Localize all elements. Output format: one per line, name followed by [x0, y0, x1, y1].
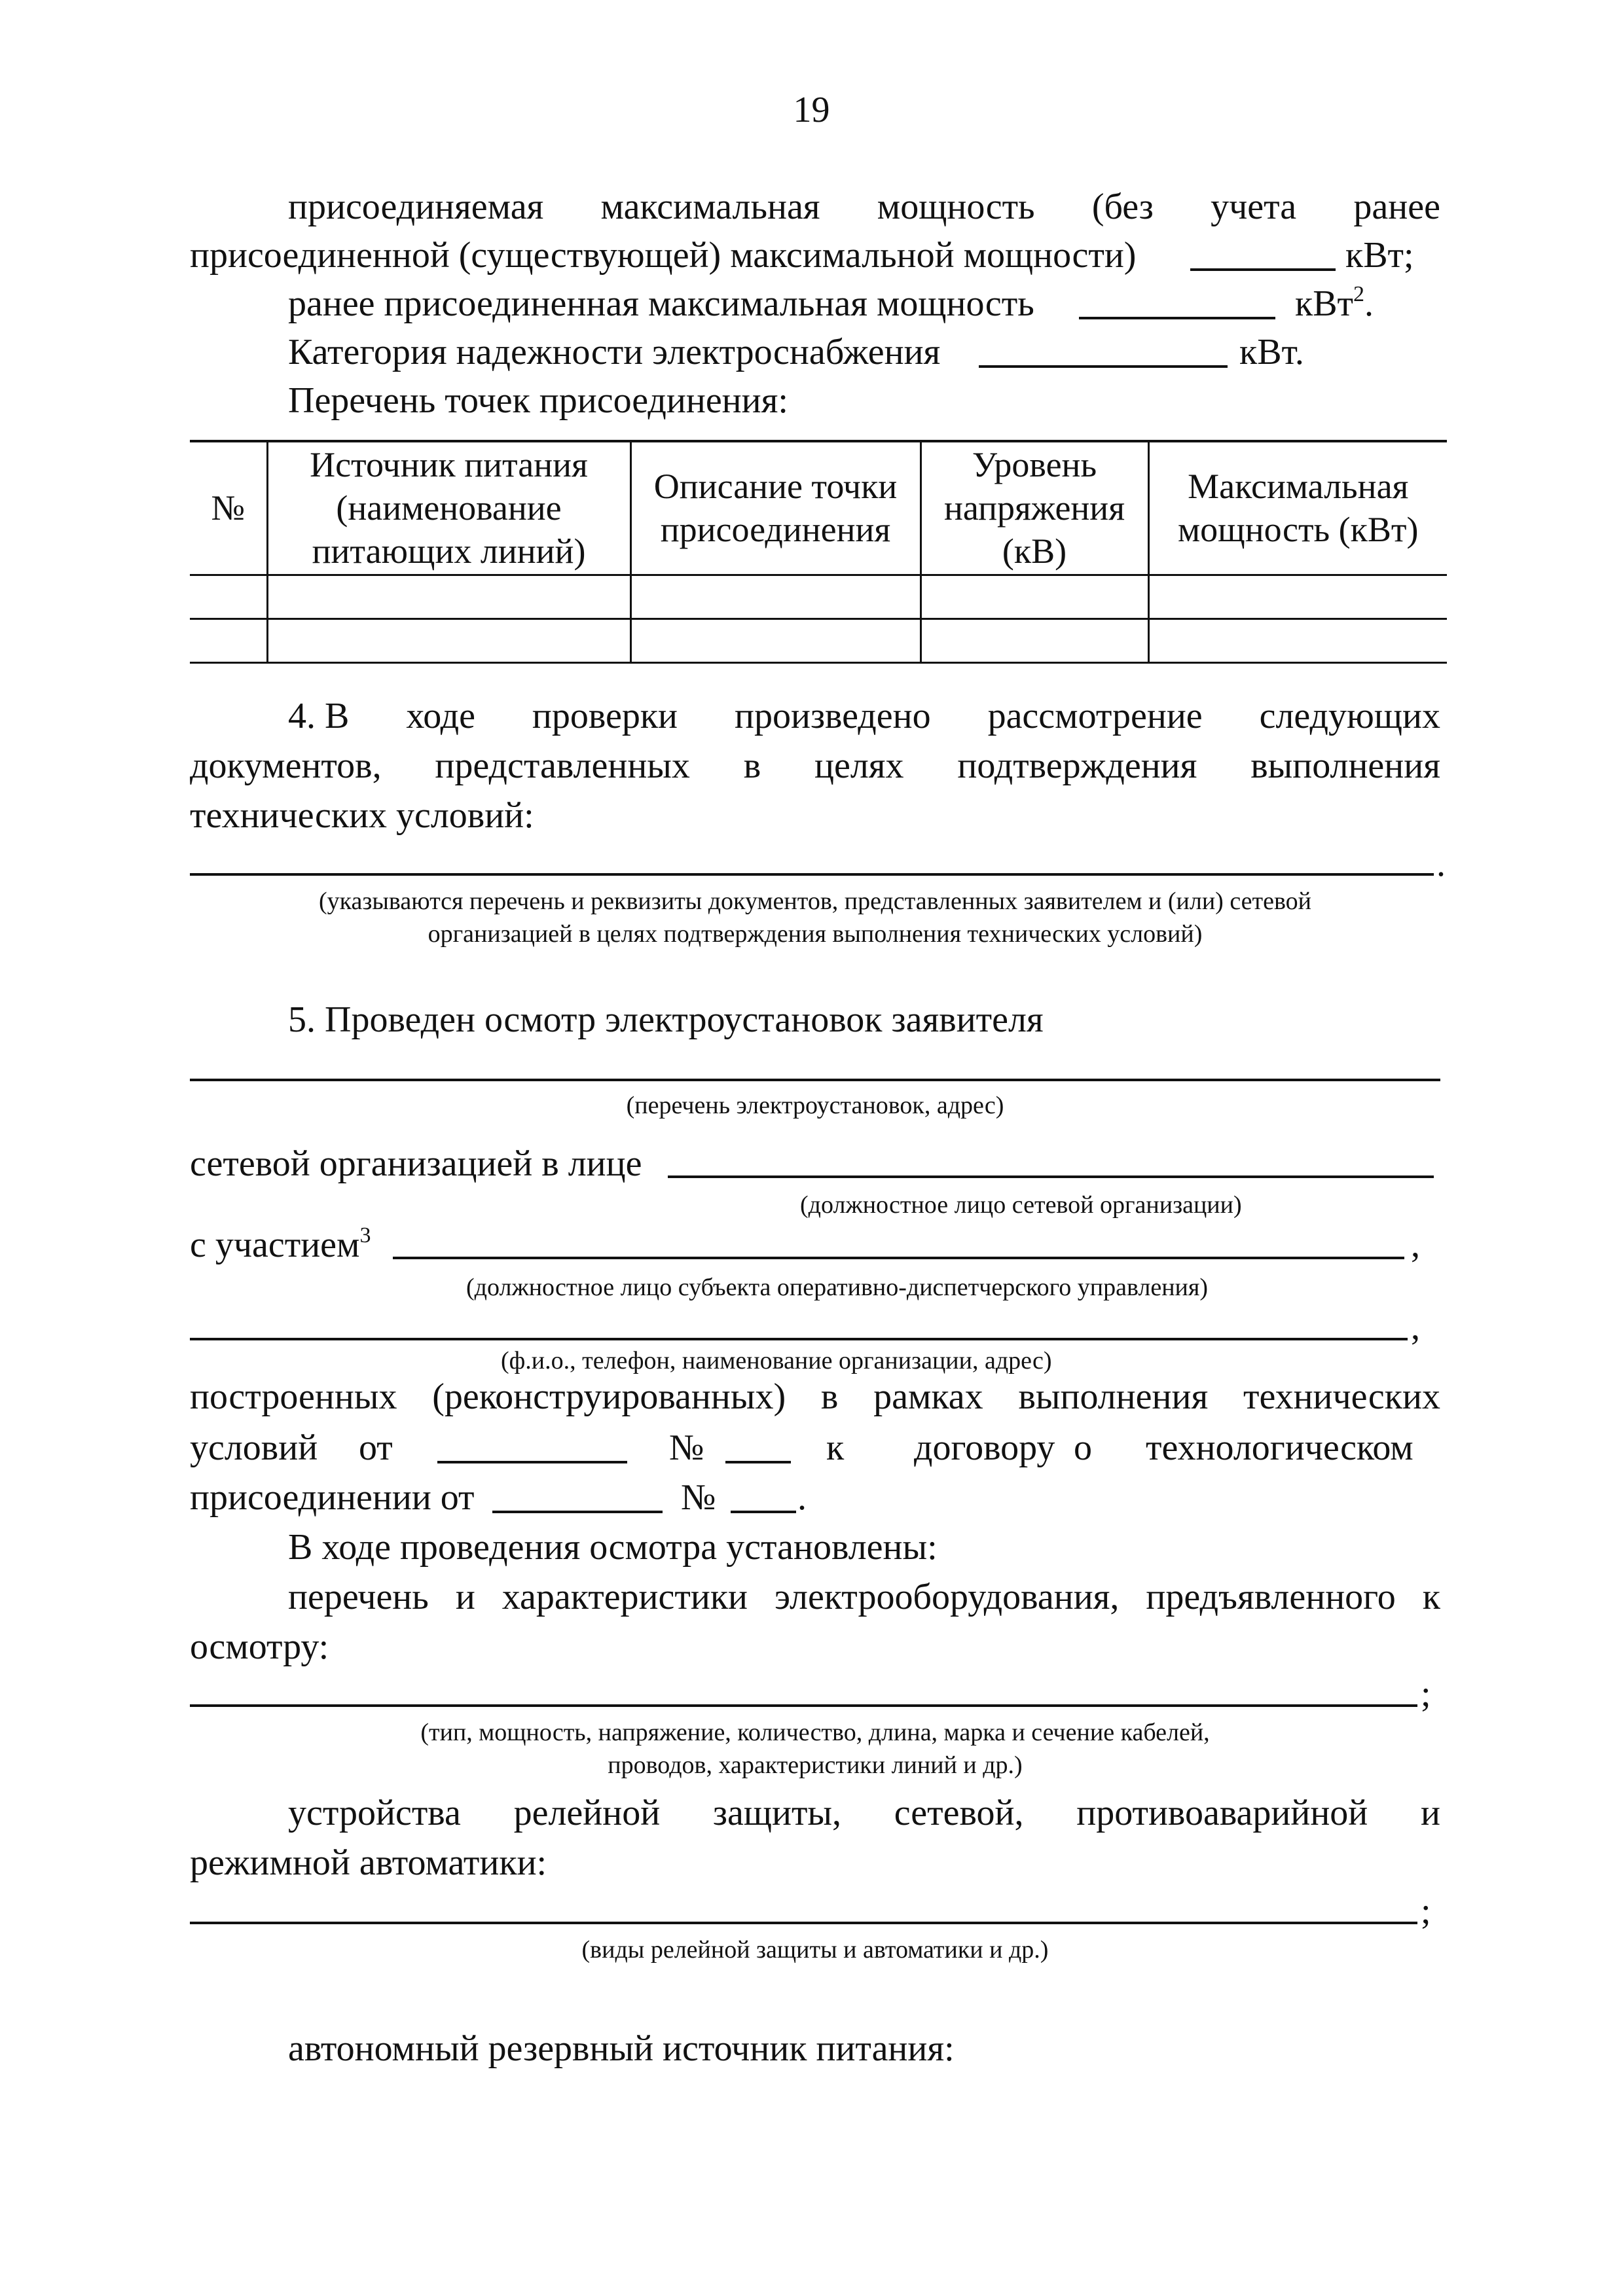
- relay-semicolon: ;: [1421, 1891, 1431, 1931]
- footnote-ref: 2: [1353, 282, 1365, 306]
- capacity-line-2-text: присоединенной (существующей) максимальной мощности): [190, 235, 1137, 276]
- built-l2-number-sign: №: [669, 1427, 704, 1468]
- word: максимальная: [600, 187, 820, 227]
- reliability-category-unit: кВт.: [1239, 332, 1304, 372]
- word: построенных: [190, 1376, 397, 1417]
- built-l3-end: .: [797, 1477, 807, 1518]
- word: документов,: [190, 745, 382, 786]
- relay-blank[interactable]: [190, 1922, 1417, 1924]
- table-cell[interactable]: [190, 619, 267, 662]
- word: 4. В: [288, 696, 350, 736]
- connection-points-table: [190, 440, 1447, 664]
- header-max-power: Максимальная мощность (кВт): [1148, 441, 1447, 575]
- word: к: [1422, 1577, 1440, 1617]
- documents-note-line-2: организацией в целях подтверждения выполнения технических условий): [428, 920, 1203, 948]
- word: и: [455, 1577, 475, 1617]
- contacts-note: (ф.и.о., телефон, наименование организации, адрес): [501, 1347, 1052, 1374]
- equipment-note-line-1: (тип, мощность, напряжение, количество, длина, марка и сечение кабелей,: [420, 1719, 1210, 1746]
- built-line-1: [190, 1378, 1440, 1415]
- equipment-line-1: [288, 1579, 1440, 1615]
- word: в: [820, 1376, 839, 1417]
- documents-note-line-1: (указываются перечень и реквизиты документов, представленных заявителем и (или) сетевой: [318, 888, 1312, 915]
- word: присоединяемая: [288, 187, 544, 227]
- connection-points-title: Перечень точек присоединения:: [288, 380, 788, 421]
- installations-note: (перечень электроустановок, адрес): [626, 1092, 1004, 1119]
- word: устройства: [288, 1793, 461, 1833]
- word: выполнения: [1250, 745, 1440, 786]
- word: в: [743, 745, 761, 786]
- reliability-category-label: Категория надежности электроснабжения: [288, 332, 941, 372]
- built-l2-contract: договору: [914, 1427, 1055, 1468]
- participation-label: [190, 1223, 371, 1265]
- capacity-line-2-unit: кВт;: [1345, 235, 1414, 276]
- built-l2-technological: технологическом: [1146, 1427, 1413, 1468]
- built-l2-to: к: [826, 1427, 845, 1468]
- backup-source-label: автономный резервный источник питания:: [288, 2028, 955, 2069]
- word: технических: [1243, 1376, 1440, 1417]
- tu-date-blank[interactable]: [437, 1461, 627, 1463]
- table-row: [190, 575, 1447, 619]
- contract-number-blank[interactable]: [731, 1511, 796, 1513]
- word: произведено: [735, 696, 931, 736]
- word: перечень: [288, 1577, 429, 1617]
- equipment-note-line-2: проводов, характеристики линий и др.): [608, 1751, 1023, 1779]
- section4-line-1: [288, 698, 1440, 734]
- inspection-found-label: В ходе проведения осмотра установлены:: [288, 1527, 938, 1568]
- word: рассмотрение: [987, 696, 1203, 736]
- word: (реконструированных): [432, 1376, 786, 1417]
- table-cell[interactable]: [630, 575, 921, 619]
- word: релейной: [513, 1793, 661, 1833]
- word: ранее: [1353, 187, 1440, 227]
- dispatch-person-blank[interactable]: [393, 1257, 1404, 1259]
- word: целях: [814, 745, 904, 786]
- table-cell[interactable]: [921, 619, 1148, 662]
- word: ходе: [406, 696, 475, 736]
- installations-blank[interactable]: [190, 1079, 1440, 1081]
- word: предъявленного: [1146, 1577, 1396, 1617]
- network-person-blank[interactable]: [668, 1175, 1434, 1178]
- word: (без: [1091, 187, 1154, 227]
- section5-title: 5. Проведен осмотр электроустановок заявителя: [288, 999, 1044, 1040]
- previous-capacity-blank[interactable]: [1079, 317, 1275, 319]
- previous-capacity-unit: [1295, 282, 1374, 324]
- word: электрооборудования,: [775, 1577, 1120, 1617]
- equipment-line-2: осмотру:: [190, 1626, 329, 1667]
- word: сетевой,: [894, 1793, 1024, 1833]
- word: противоаварийной: [1076, 1793, 1368, 1833]
- section4-line-3: технических условий:: [190, 795, 534, 836]
- section4-line-2: [190, 747, 1440, 784]
- network-org-label: сетевой организацией в лице: [190, 1143, 642, 1184]
- word: рамках: [873, 1376, 983, 1417]
- word: проверки: [532, 696, 678, 736]
- table-header-row: [190, 441, 1447, 575]
- table-cell[interactable]: [630, 619, 921, 662]
- dispatch-person-note: (должностное лицо субъекта оперативно-диспетчерского управления): [466, 1274, 1209, 1301]
- tu-number-blank[interactable]: [725, 1461, 791, 1463]
- header-voltage-level: Уровень напряжения (кВ): [921, 441, 1148, 575]
- word: представленных: [435, 745, 690, 786]
- word: мощность: [877, 187, 1035, 227]
- equipment-blank[interactable]: [190, 1704, 1417, 1707]
- header-power-source: Источник питания (наименование питающих линий): [267, 441, 630, 575]
- documents-blank[interactable]: [190, 873, 1434, 876]
- word: и: [1420, 1793, 1440, 1833]
- table-cell[interactable]: [267, 575, 630, 619]
- contacts-blank[interactable]: [190, 1338, 1408, 1340]
- header-number: №: [190, 441, 267, 575]
- relay-line-2: режимной автоматики:: [190, 1842, 547, 1883]
- period: .: [1364, 283, 1374, 324]
- relay-note: (виды релейной защиты и автоматики и др.): [581, 1936, 1049, 1964]
- contacts-comma: ,: [1411, 1307, 1420, 1348]
- word: выполнения: [1018, 1376, 1209, 1417]
- header-point-description: Описание точки присоединения: [630, 441, 921, 575]
- word: защиты,: [712, 1793, 842, 1833]
- word: учета: [1211, 187, 1297, 227]
- table-cell[interactable]: [267, 619, 630, 662]
- network-person-note: (должностное лицо сетевой организации): [800, 1191, 1242, 1219]
- built-l2-about: о: [1074, 1427, 1092, 1468]
- built-l3-number-sign: №: [681, 1477, 716, 1518]
- previous-capacity-label: ранее присоединенная максимальная мощность: [288, 283, 1034, 324]
- new-capacity-blank[interactable]: [1190, 268, 1336, 271]
- capacity-line-1: [288, 188, 1440, 225]
- footnote-ref: 3: [359, 1223, 371, 1247]
- word: следующих: [1259, 696, 1440, 736]
- built-l2-from: от: [359, 1427, 393, 1468]
- table-cell[interactable]: [1148, 575, 1447, 619]
- word: подтверждения: [957, 745, 1197, 786]
- word: характеристики: [501, 1577, 748, 1617]
- documents-end-mark: .: [1436, 844, 1446, 884]
- table-cell[interactable]: [1148, 619, 1447, 662]
- equipment-semicolon: ;: [1421, 1674, 1431, 1714]
- participation-comma: ,: [1411, 1225, 1420, 1265]
- contract-date-blank[interactable]: [492, 1511, 663, 1513]
- table-row: [190, 619, 1447, 662]
- table-cell[interactable]: [190, 575, 267, 619]
- label-text: с участием: [190, 1225, 360, 1265]
- relay-line-1: [288, 1795, 1440, 1831]
- built-l3-connection: присоединении от: [190, 1477, 475, 1518]
- table-cell[interactable]: [921, 575, 1148, 619]
- page-number: 19: [793, 90, 830, 130]
- built-l2-conditions: условий: [190, 1427, 318, 1468]
- unit: кВт: [1295, 283, 1354, 324]
- reliability-category-blank[interactable]: [979, 365, 1228, 368]
